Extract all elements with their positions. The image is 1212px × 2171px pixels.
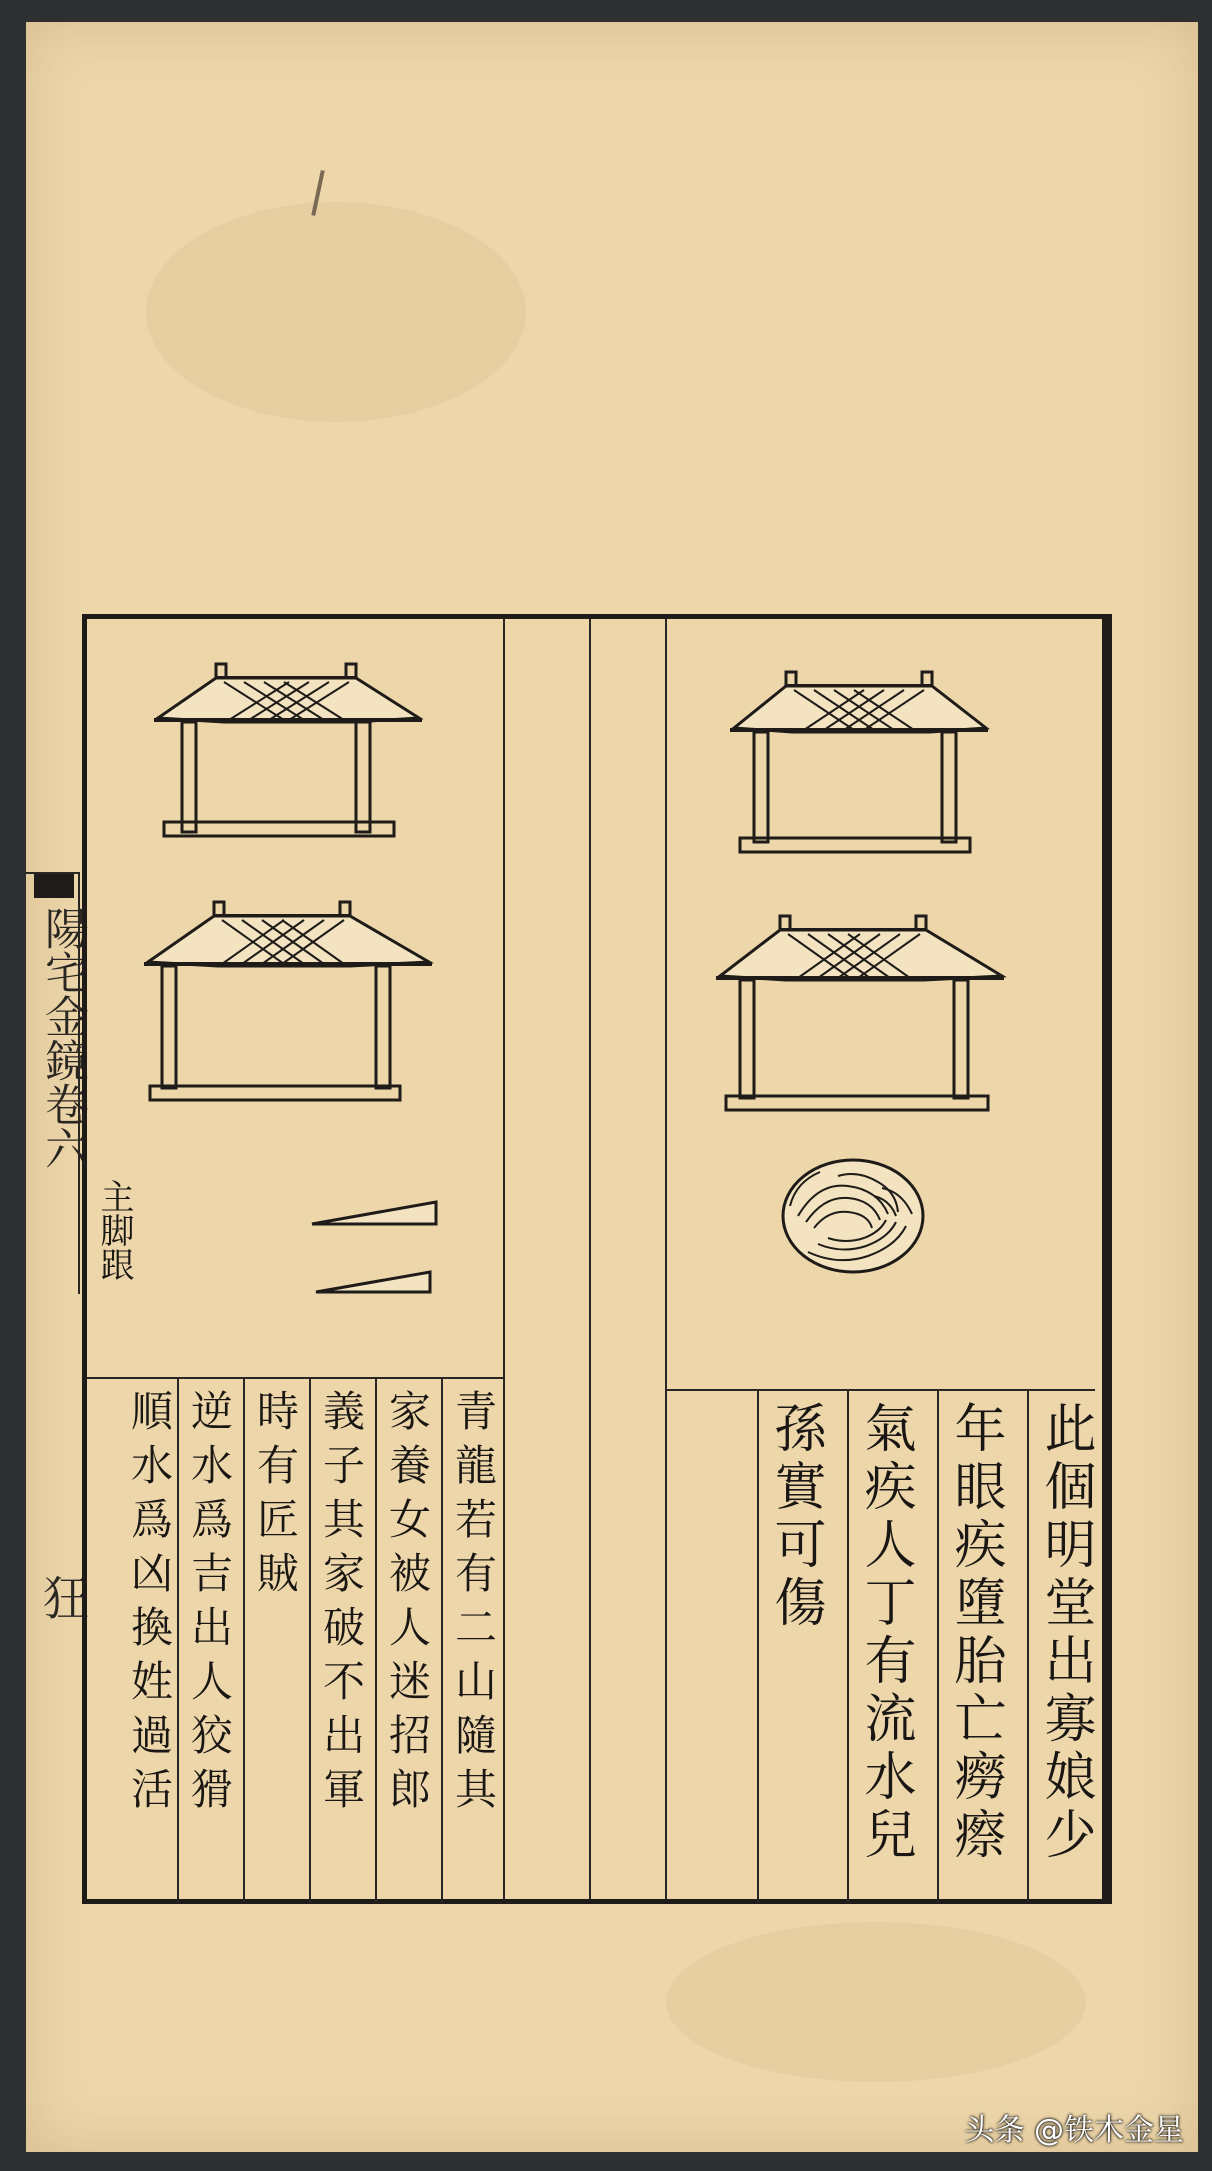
left-text-column-5: 逆水爲吉出人狡猾 [185, 1389, 234, 1821]
spine-title: 陽宅金鏡卷六 [37, 906, 88, 1170]
text-column-rule [243, 1377, 245, 1903]
text-column-rule [847, 1389, 849, 1903]
right-text-column-1: 此個明堂出寡娘少 [1035, 1401, 1095, 1865]
wedge-icon [314, 1268, 434, 1298]
paper-stain [146, 202, 526, 422]
right-text-box-top [665, 1389, 1095, 1391]
text-column-rule [309, 1377, 311, 1903]
column-divider [503, 619, 505, 1899]
annotation-label: 主脚跟 [94, 1179, 134, 1281]
wedge-icon [310, 1198, 440, 1228]
paper-stain [666, 1922, 1086, 2082]
left-text-column-3: 義子其家破不出軍 [317, 1389, 366, 1821]
right-text-column-4: 孫實可傷 [765, 1401, 825, 1633]
house-icon [144, 900, 434, 1110]
house-icon [716, 914, 1006, 1124]
right-text-column-2: 年眼疾墮胎亡癆瘵 [945, 1401, 1005, 1865]
text-column-rule [441, 1377, 443, 1903]
watermark: 头条 @铁木金星 [964, 2113, 1184, 2148]
left-text-column-6: 順水爲凶換姓過活 [125, 1389, 174, 1821]
text-column-rule [1027, 1389, 1029, 1903]
text-column-rule [757, 1389, 759, 1903]
left-text-column-4: 時有匠賊 [251, 1389, 300, 1605]
text-column-rule [937, 1389, 939, 1903]
pool-icon [778, 1156, 928, 1276]
left-text-column-1: 青龍若有二山隨其 [449, 1389, 498, 1821]
left-text-column-2: 家養女被人迷招郎 [383, 1389, 432, 1821]
book-page [26, 22, 1198, 2152]
text-column-rule [375, 1377, 377, 1903]
spine-black-tab [34, 874, 74, 898]
column-divider [665, 619, 667, 1899]
house-icon [154, 662, 424, 852]
spine-margin [26, 872, 88, 1294]
column-divider [589, 619, 591, 1899]
text-column-rule [177, 1377, 179, 1903]
spine-page-marker: 狂 [36, 1574, 90, 1620]
house-icon [730, 670, 990, 860]
right-text-column-3: 氣疾人丁有流水兒 [855, 1401, 915, 1865]
